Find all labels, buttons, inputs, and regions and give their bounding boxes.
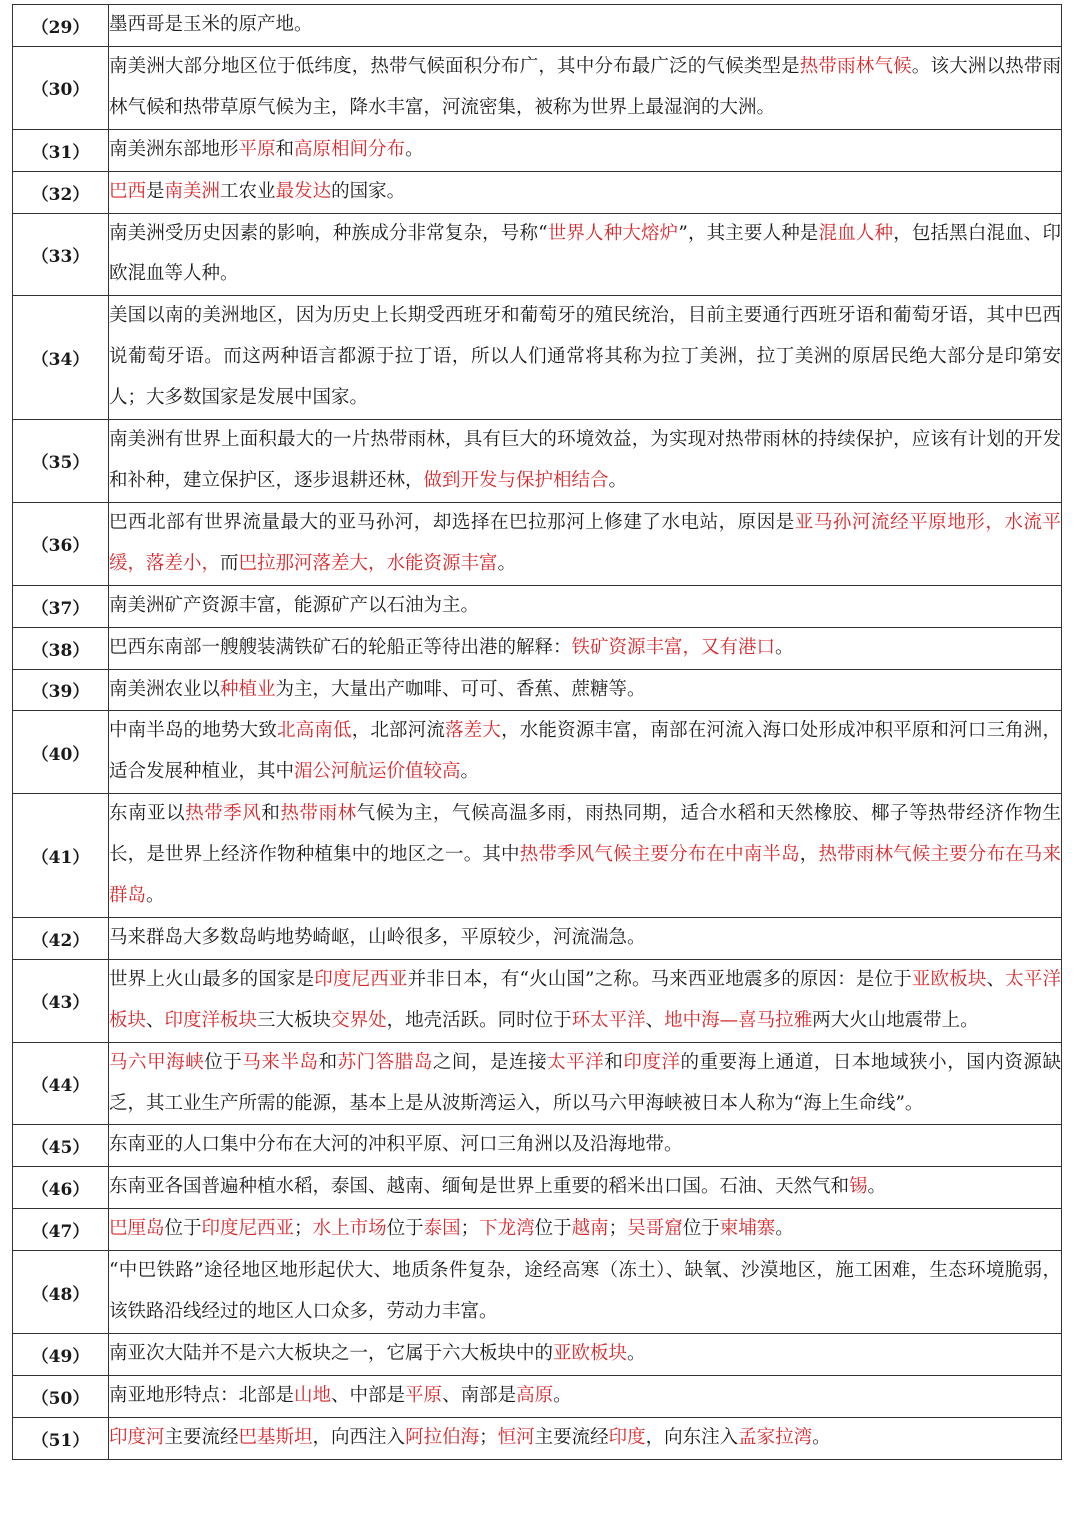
text-segment: ，向西注入 bbox=[312, 1426, 406, 1448]
text-segment: 。 bbox=[146, 885, 165, 907]
highlighted-text: 印度河 bbox=[109, 1426, 165, 1448]
text-segment: 、 bbox=[986, 968, 1006, 990]
row-number: （38） bbox=[13, 627, 109, 669]
text-segment: 巴西东南部一艘艘装满铁矿石的轮船正等待出港的解释： bbox=[109, 636, 572, 658]
text-segment: ； bbox=[460, 1218, 480, 1240]
row-text bbox=[109, 917, 1062, 959]
row-text bbox=[109, 5, 1062, 47]
table-row bbox=[13, 1209, 1062, 1251]
highlighted-text: 柬埔寨 bbox=[719, 1218, 776, 1240]
text-segment: 马来群岛大多数岛屿地势崎岖，山岭很多，平原较少，河流湍急。 bbox=[109, 926, 646, 948]
highlighted-text: 印度尼西亚 bbox=[314, 968, 408, 990]
highlighted-text: 亚欧板块 bbox=[911, 968, 987, 990]
row-text bbox=[109, 1042, 1062, 1125]
text-segment: 三大板块 bbox=[257, 1009, 332, 1031]
text-segment: ， bbox=[799, 844, 819, 866]
row-number: （50） bbox=[13, 1375, 109, 1417]
text-segment: ，地壳活跃。同时位于 bbox=[386, 1009, 572, 1031]
text-segment: ； bbox=[479, 1426, 498, 1448]
highlighted-text: 做到开发与保护相结合 bbox=[423, 469, 609, 491]
row-text bbox=[109, 420, 1062, 503]
text-segment: ”，其主要人种是 bbox=[678, 222, 819, 244]
text-segment: 两大火山地震带上。 bbox=[812, 1009, 979, 1031]
row-number: （47） bbox=[13, 1209, 109, 1251]
highlighted-text: 落差大 bbox=[445, 720, 502, 742]
highlighted-text: 交界处 bbox=[331, 1009, 387, 1031]
table-row bbox=[13, 420, 1062, 503]
highlighted-text: 最发达 bbox=[275, 180, 332, 202]
text-segment: ，北部河流 bbox=[351, 720, 446, 742]
text-segment: 主要流经 bbox=[534, 1426, 609, 1448]
highlighted-text: 太平洋板块 bbox=[109, 968, 1061, 1031]
table-row bbox=[13, 171, 1062, 213]
row-number: （39） bbox=[13, 669, 109, 711]
table-row bbox=[13, 669, 1062, 711]
highlighted-text: 环太平洋 bbox=[571, 1009, 646, 1031]
text-segment: 工农业 bbox=[220, 180, 276, 202]
highlighted-text: 印度尼西亚 bbox=[201, 1218, 295, 1240]
text-segment: 和 bbox=[318, 1051, 338, 1073]
highlighted-text: 山地 bbox=[294, 1384, 332, 1406]
highlighted-text: 亚欧板块 bbox=[553, 1343, 628, 1364]
text-segment: 东南亚的人口集中分布在大河的冲积平原、河口三角洲以及沿海地带。 bbox=[109, 1134, 683, 1156]
highlighted-text: 泰国 bbox=[423, 1218, 461, 1240]
highlighted-text: 巴西 bbox=[109, 180, 147, 202]
highlighted-text: 亚马孙河流经平原地形，水流平缓，落差小， bbox=[109, 511, 1061, 574]
table-row bbox=[13, 5, 1062, 47]
highlighted-text: 热带雨林 bbox=[280, 803, 357, 825]
highlighted-text: 孟家拉湾 bbox=[738, 1426, 813, 1448]
text-segment: 的国家。 bbox=[331, 180, 406, 202]
text-segment: 、 bbox=[146, 1009, 165, 1031]
row-number: （32） bbox=[13, 171, 109, 213]
row-text bbox=[109, 1334, 1062, 1376]
table-row bbox=[13, 585, 1062, 627]
table-row bbox=[13, 1251, 1062, 1334]
row-text bbox=[109, 627, 1062, 669]
text-segment: 。 bbox=[553, 1384, 572, 1406]
highlighted-text: 高原相间分布 bbox=[294, 138, 406, 160]
text-segment: 气候为主，气候高温多雨，雨热同期，适合水稻和天然橡胶、椰子等热带经济作物生长，是世界上经济作物种植集中的地区之一。其中 bbox=[109, 803, 1061, 866]
text-segment: ，包括黑白混血、印欧混血等人种。 bbox=[109, 222, 1061, 285]
row-number: （44） bbox=[13, 1042, 109, 1125]
text-segment: 南美洲矿产资源丰富，能源矿产以石油为主。 bbox=[109, 594, 480, 616]
text-segment: 的重要海上通道，日本地域狭小，国内资源缺乏，其工业生产所需的能源，基本上是从波斯湾运入，所以马六甲海峡被日本人称为“海上生命线”。 bbox=[109, 1051, 1061, 1114]
text-segment: ； bbox=[608, 1218, 628, 1240]
text-segment: “中巴铁路”途径地区地形起伏大、地质条件复杂，途经高寒（冻土）、缺氧、沙漠地区，施工困难，生态环境脆弱，该铁路沿线经过的地区人口众多，劳动力丰富。 bbox=[109, 1260, 1061, 1323]
table-row bbox=[13, 917, 1062, 959]
text-segment: 。 bbox=[405, 138, 424, 160]
text-segment: 美国以南的美洲地区，因为历史上长期受西班牙和葡萄牙的殖民统治，目前主要通行西班牙语和葡萄牙语，其中巴西说葡萄牙语。而这两种语言都源于拉丁语，所以人们通常将其称为拉丁美洲，拉丁美洲的原居民绝大部分是印第安人；大多数国家是发展中国家。 bbox=[109, 305, 1061, 409]
highlighted-text: 南美洲 bbox=[164, 180, 221, 202]
row-number: （29） bbox=[13, 5, 109, 47]
highlighted-text: 地中海—喜马拉雅 bbox=[664, 1009, 813, 1031]
row-number: （41） bbox=[13, 794, 109, 918]
text-segment: ，水能资源丰富，南部在河流入海口处形成冲积平原和河口三角洲，适合发展种植业，其中 bbox=[109, 720, 1061, 783]
text-segment: 东南亚以 bbox=[109, 803, 186, 825]
highlighted-text: 印度洋板块 bbox=[164, 1009, 258, 1031]
text-segment: 主要流经 bbox=[164, 1426, 239, 1448]
text-segment: 。该大洲以热带雨林气候和热带草原气候为主，降水丰富，河流密集，被称为世界上最湿润的大洲。 bbox=[109, 55, 1061, 118]
text-segment: 和 bbox=[261, 803, 281, 825]
text-segment: 位于 bbox=[164, 1218, 202, 1240]
highlighted-text: 越南 bbox=[571, 1218, 609, 1240]
row-number: （33） bbox=[13, 213, 109, 296]
row-text bbox=[109, 1251, 1062, 1334]
text-segment: 南美洲农业以 bbox=[109, 678, 221, 700]
text-segment: 、 bbox=[645, 1009, 665, 1031]
highlighted-text: 马来半岛 bbox=[242, 1051, 319, 1073]
text-segment: 南美洲有世界上面积最大的一片热带雨林，具有巨大的环境效益，为实现对热带雨林的持续保护，应该有计划的开发和补种，建立保护区，逐步退耕还林， bbox=[109, 429, 1061, 491]
row-number: （48） bbox=[13, 1251, 109, 1334]
row-text bbox=[109, 1125, 1062, 1167]
row-text bbox=[109, 296, 1062, 420]
row-number: （51） bbox=[13, 1417, 109, 1459]
text-segment: 。 bbox=[775, 636, 794, 658]
highlighted-text: 平原 bbox=[405, 1384, 443, 1406]
row-text bbox=[109, 669, 1062, 711]
table-row bbox=[13, 1125, 1062, 1167]
highlighted-text: 巴拉那河落差大，水能资源丰富 bbox=[238, 552, 498, 574]
row-text bbox=[109, 1375, 1062, 1417]
table-row bbox=[13, 794, 1062, 918]
text-segment: 世界上火山最多的国家是 bbox=[109, 968, 315, 990]
table-row bbox=[13, 1042, 1062, 1125]
text-segment: 是 bbox=[146, 180, 165, 202]
row-number: （42） bbox=[13, 917, 109, 959]
row-text bbox=[109, 171, 1062, 213]
text-segment: 。 bbox=[460, 761, 480, 783]
text-segment: ，向东注入 bbox=[645, 1426, 739, 1448]
highlighted-text: 混血人种 bbox=[818, 222, 894, 244]
highlighted-text: 世界人种大熔炉 bbox=[547, 222, 679, 244]
text-segment: 南亚次大陆并不是六大板块之一，它属于六大板块中的 bbox=[109, 1343, 554, 1364]
table-row bbox=[13, 627, 1062, 669]
text-segment: 位于 bbox=[534, 1218, 572, 1240]
text-segment: 南亚地形特点：北部是 bbox=[109, 1384, 295, 1406]
notes-table bbox=[12, 4, 1062, 1460]
row-text bbox=[109, 213, 1062, 296]
row-text bbox=[109, 129, 1062, 171]
text-segment: 之间，是连接 bbox=[432, 1051, 548, 1073]
text-segment: 。 bbox=[608, 469, 628, 491]
row-number: （46） bbox=[13, 1167, 109, 1209]
highlighted-text: 铁矿资源丰富，又有港口 bbox=[571, 636, 776, 658]
highlighted-text: 热带雨林气候主要分布在马来群岛 bbox=[109, 844, 1061, 907]
table-row bbox=[13, 711, 1062, 794]
text-segment: 而 bbox=[220, 552, 239, 574]
row-text bbox=[109, 1417, 1062, 1459]
row-text bbox=[109, 794, 1062, 918]
text-segment: 巴西北部有世界流量最大的亚马孙河，却选择在巴拉那河上修建了水电站，原因是 bbox=[109, 511, 795, 533]
row-number: （43） bbox=[13, 959, 109, 1042]
text-segment: 南美洲大部分地区位于低纬度，热带气候面积分布广，其中分布最广泛的气候类型是 bbox=[109, 55, 800, 77]
text-segment: 和 bbox=[604, 1051, 624, 1073]
table-row bbox=[13, 1417, 1062, 1459]
text-segment: 。 bbox=[497, 552, 517, 574]
text-segment: 位于 bbox=[682, 1218, 720, 1240]
text-segment: 为主，大量出产咖啡、可可、香蕉、蔗糖等。 bbox=[275, 678, 646, 700]
highlighted-text: 北高南低 bbox=[277, 720, 352, 742]
text-segment: 。 bbox=[867, 1176, 887, 1198]
row-text bbox=[109, 585, 1062, 627]
highlighted-text: 印度洋 bbox=[623, 1051, 681, 1073]
row-number: （34） bbox=[13, 296, 109, 420]
text-segment: ； bbox=[294, 1218, 313, 1240]
row-text bbox=[109, 1209, 1062, 1251]
row-text bbox=[109, 1167, 1062, 1209]
highlighted-text: 下龙湾 bbox=[479, 1218, 535, 1240]
highlighted-text: 高原 bbox=[516, 1384, 554, 1406]
text-segment: 南美洲受历史因素的影响，种族成分非常复杂，号称“ bbox=[109, 222, 548, 244]
text-segment: 、中部是 bbox=[331, 1384, 406, 1406]
row-text bbox=[109, 711, 1062, 794]
text-segment: 。 bbox=[627, 1343, 646, 1364]
text-segment: 。 bbox=[775, 1218, 794, 1240]
highlighted-text: 巴基斯坦 bbox=[238, 1426, 313, 1448]
row-number: （35） bbox=[13, 420, 109, 503]
highlighted-text: 巴厘岛 bbox=[109, 1218, 165, 1240]
highlighted-text: 太平洋 bbox=[547, 1051, 605, 1073]
highlighted-text: 热带季风气候主要分布在中南半岛 bbox=[519, 844, 800, 866]
row-text bbox=[109, 502, 1062, 585]
row-text bbox=[109, 46, 1062, 129]
highlighted-text: 种植业 bbox=[220, 678, 276, 700]
highlighted-text: 热带季风 bbox=[185, 803, 262, 825]
highlighted-text: 阿拉伯海 bbox=[405, 1426, 480, 1448]
highlighted-text: 苏门答腊岛 bbox=[337, 1051, 433, 1073]
text-segment: 、南部是 bbox=[442, 1384, 517, 1406]
row-number: （36） bbox=[13, 502, 109, 585]
text-segment: 并非日本，有“火山国”之称。马来西亚地震多的原因：是位于 bbox=[407, 968, 912, 990]
row-number: （31） bbox=[13, 129, 109, 171]
text-segment: 东南亚各国普遍种植水稻，泰国、越南、缅甸是世界上重要的稻米出口国。石油、天然气和 bbox=[109, 1176, 850, 1198]
highlighted-text: 吴哥窟 bbox=[627, 1218, 683, 1240]
text-segment: 南美洲东部地形 bbox=[109, 138, 239, 160]
highlighted-text: 锡 bbox=[849, 1176, 868, 1198]
text-segment: 。 bbox=[812, 1426, 831, 1448]
table-row bbox=[13, 129, 1062, 171]
row-number: （30） bbox=[13, 46, 109, 129]
table-row bbox=[13, 1334, 1062, 1376]
table-row bbox=[13, 502, 1062, 585]
highlighted-text: 恒河 bbox=[497, 1426, 535, 1448]
row-number: （45） bbox=[13, 1125, 109, 1167]
row-number: （40） bbox=[13, 711, 109, 794]
highlighted-text: 湄公河航运价值较高 bbox=[294, 761, 461, 783]
highlighted-text: 平原 bbox=[238, 138, 276, 160]
text-segment: 和 bbox=[275, 138, 295, 160]
highlighted-text: 印度 bbox=[608, 1426, 646, 1448]
highlighted-text: 马六甲海峡 bbox=[109, 1051, 205, 1073]
table-row bbox=[13, 213, 1062, 296]
row-number: （49） bbox=[13, 1334, 109, 1376]
highlighted-text: 热带雨林气候 bbox=[799, 55, 912, 77]
table-row bbox=[13, 1375, 1062, 1417]
table-row bbox=[13, 959, 1062, 1042]
notes-table-body bbox=[13, 5, 1062, 1460]
highlighted-text: 水上市场 bbox=[312, 1218, 387, 1240]
table-row bbox=[13, 46, 1062, 129]
text-segment: 位于 bbox=[386, 1218, 424, 1240]
table-row bbox=[13, 1167, 1062, 1209]
row-number: （37） bbox=[13, 585, 109, 627]
table-row bbox=[13, 296, 1062, 420]
text-segment: 位于 bbox=[204, 1051, 243, 1073]
row-text bbox=[109, 959, 1062, 1042]
text-segment: 中南半岛的地势大致 bbox=[109, 720, 278, 742]
text-segment: 墨西哥是玉米的原产地。 bbox=[109, 14, 313, 35]
